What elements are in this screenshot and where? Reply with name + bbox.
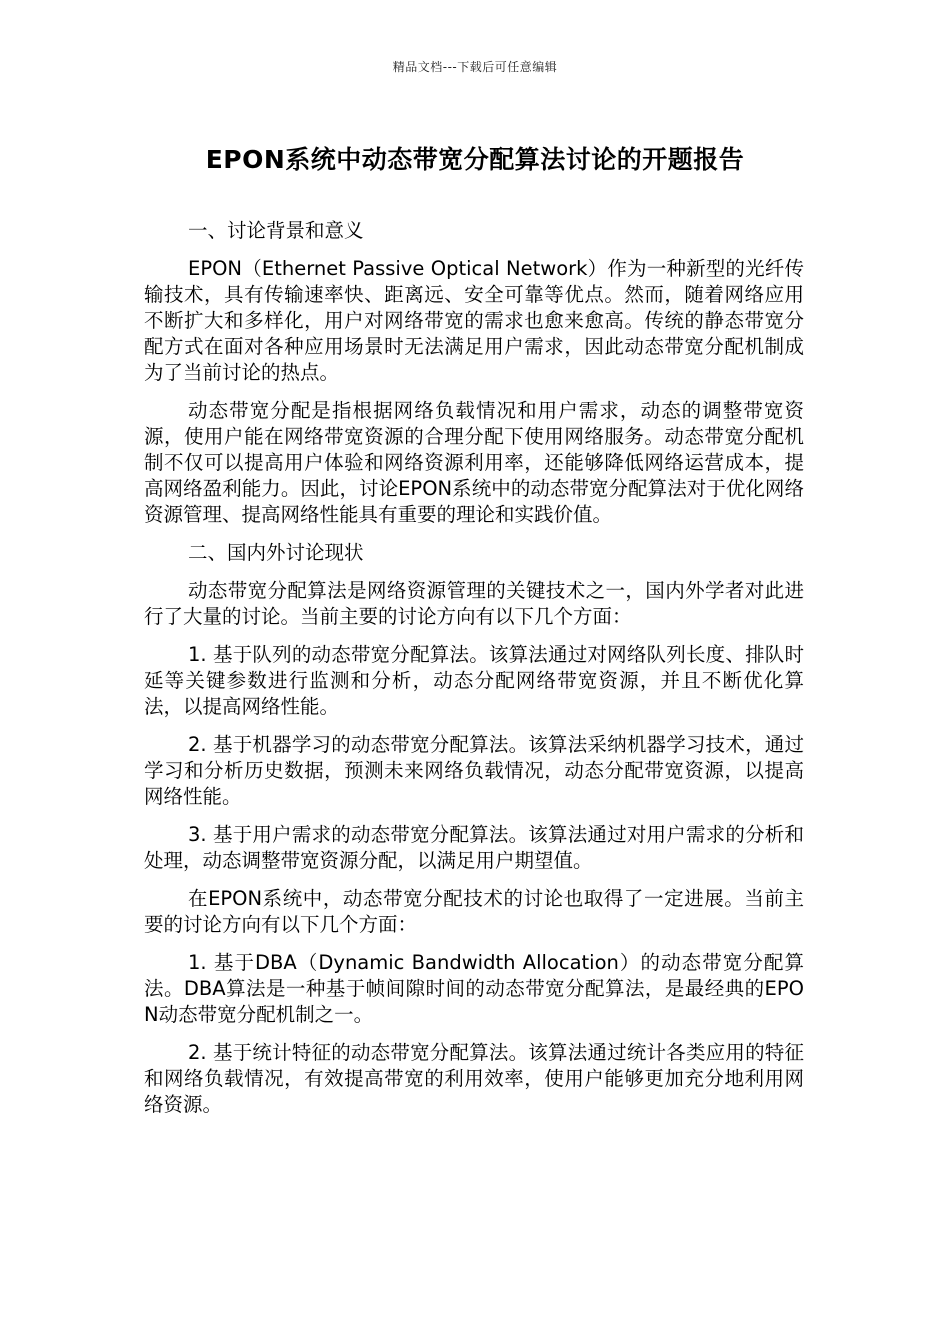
paragraph-status-intro: 动态带宽分配算法是网络资源管理的关键技术之一，国内外学者对此进行了大量的讨论。当前主要的讨论方向有以下几个方面： [144, 579, 804, 628]
document-title: EPON系统中动态带宽分配算法讨论的开题报告 [205, 145, 745, 174]
list-item-queue-based: 1. 基于队列的动态带宽分配算法。该算法通过对网络队列长度、排队时延等关键参数进行监测和分析，动态分配网络带宽资源，并且不断优化算法，以提高网络性能。 [144, 643, 804, 718]
list-item-demand-based: 3. 基于用户需求的动态带宽分配算法。该算法通过对用户需求的分析和处理，动态调整带宽资源分配，以满足用户期望值。 [144, 823, 804, 872]
header-note: 精品文档---下载后可任意编辑 [392, 60, 558, 74]
section-heading-background: 一、讨论背景和意义 [188, 219, 364, 242]
section-heading-status: 二、国内外讨论现状 [188, 541, 364, 564]
paragraph-dba-definition: 动态带宽分配是指根据网络负载情况和用户需求，动态的调整带宽资源，使用户能在网络带宽资源的合理分配下使用网络服务。动态带宽分配机制不仅可以提高用户体验和网络资源利用率，还能够降低网络运营成本，提高网络盈利能力。因此，讨论EPON系统中的动态带宽分配算法对于优化网络资源管理、提高网络性能具有重要的理论和实践价值。 [144, 399, 804, 526]
list-item-dba: 1. 基于DBA（Dynamic Bandwidth Allocation）的动态带宽分配算法。DBA算法是一种基于帧间隙时间的动态带宽分配算法，是最经典的EPON动态带宽分配机制之一。 [144, 951, 804, 1026]
paragraph-epon-progress: 在EPON系统中，动态带宽分配技术的讨论也取得了一定进展。当前主要的讨论方向有以下几个方面： [144, 887, 804, 936]
document-body [144, 218, 804, 1130]
paragraph-epon-intro: EPON（Ethernet Passive Optical Network）作为一种新型的光纤传输技术，具有传输速率快、距离远、安全可靠等优点。然而，随着网络应用不断扩大和多样化，用户对网络带宽的需求也愈来愈高。传统的静态带宽分配方式在面对各种应用场景时无法满足用户需求，因此动态带宽分配机制成为了当前讨论的热点。 [144, 257, 804, 384]
list-item-ml-based: 2. 基于机器学习的动态带宽分配算法。该算法采纳机器学习技术，通过学习和分析历史数据，预测未来网络负载情况，动态分配带宽资源，以提高网络性能。 [144, 733, 804, 808]
list-item-statistical: 2. 基于统计特征的动态带宽分配算法。该算法通过统计各类应用的特征和网络负载情况，有效提高带宽的利用效率，使用户能够更加充分地利用网络资源。 [144, 1041, 804, 1116]
